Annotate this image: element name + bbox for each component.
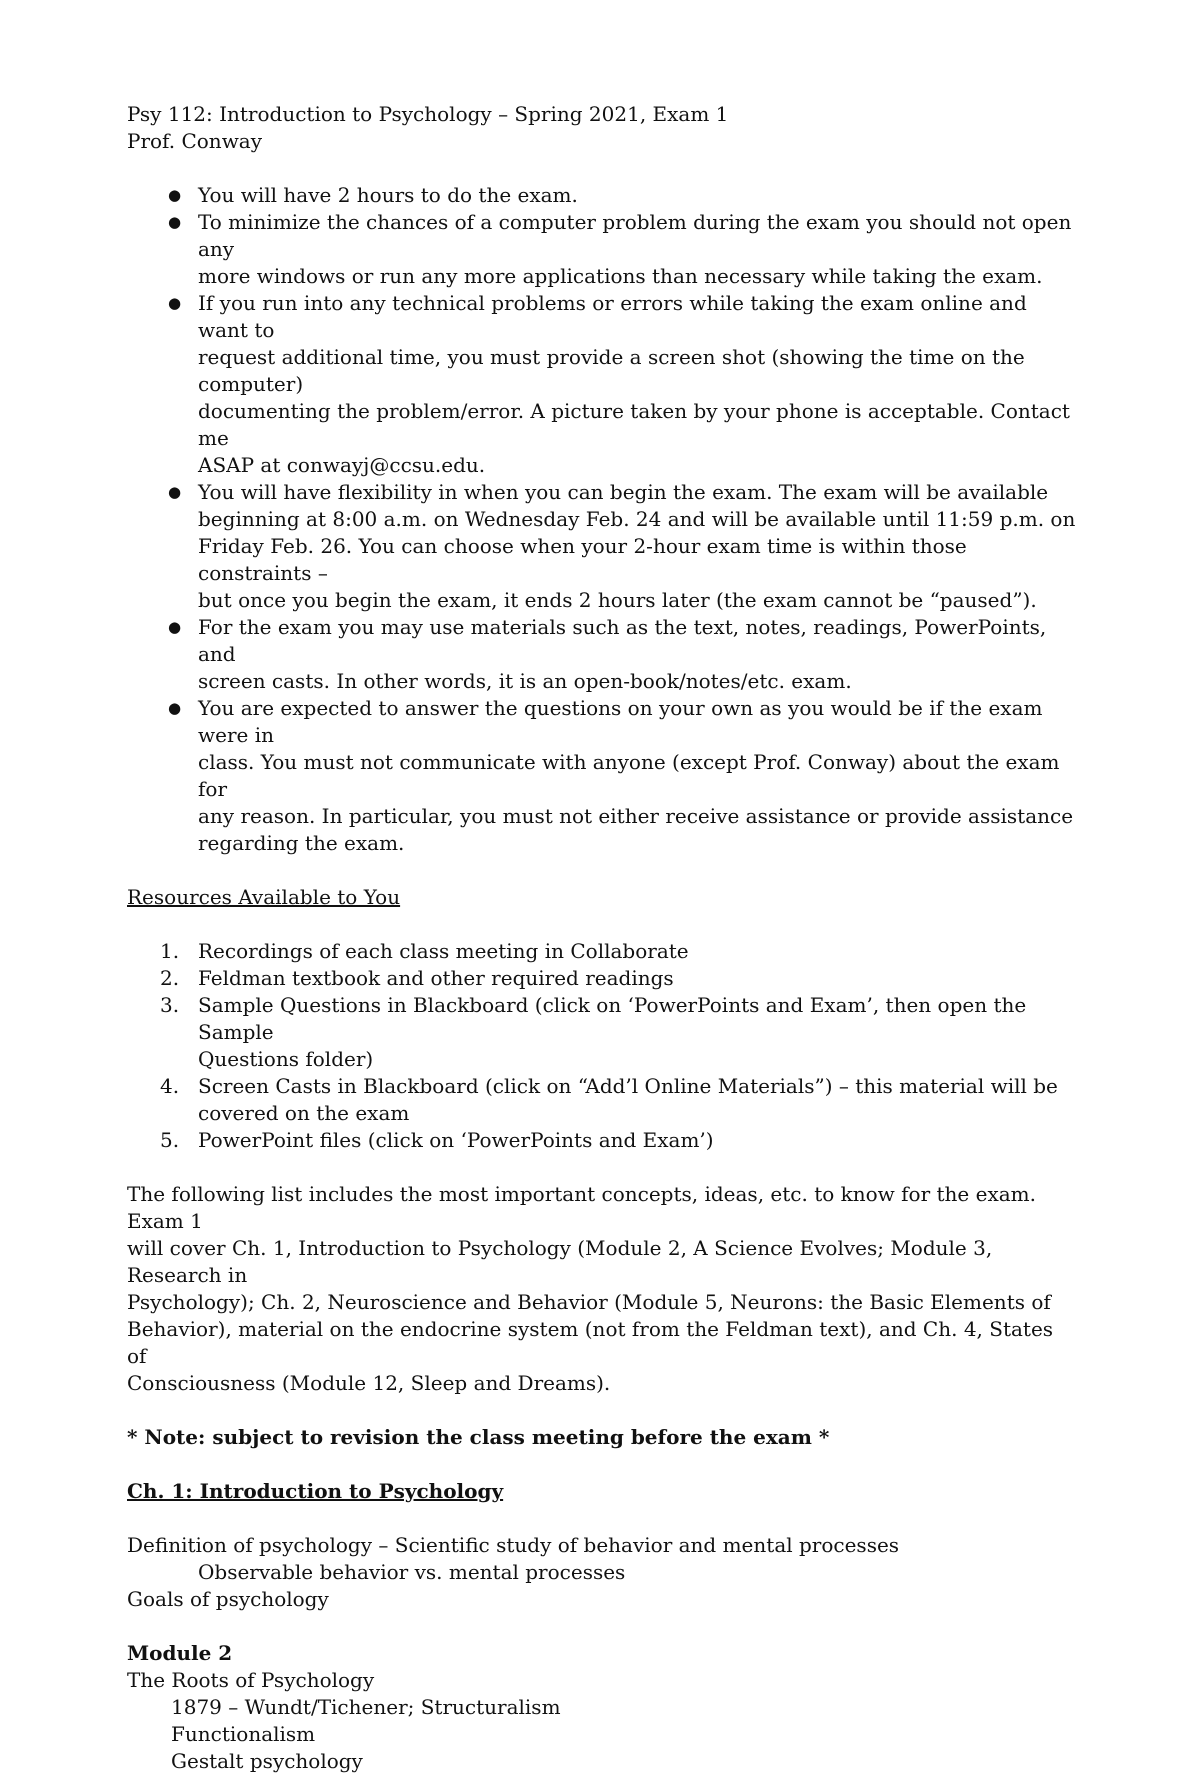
document-page	[127, 101, 1077, 1775]
list-number: 5.	[160, 1128, 180, 1152]
goals-line: Goals of psychology	[127, 1587, 329, 1611]
list-item: ● You will have 2 hours to do the exam.	[168, 183, 578, 207]
list-number: 3.	[160, 993, 180, 1017]
definition-line: Definition of psychology – Scientific study of behavior and mental processes	[127, 1533, 900, 1557]
list-item: ● You are expected to answer the questions on your own as you would be if the exam were in class. You must not communicate with anyone (except Prof. Conway) about the exam for any reason. In particular, you must not either receive assistance or provide assistance regarding the exam.	[168, 696, 1074, 855]
list-number: 4.	[160, 1074, 180, 1098]
list-number: 2.	[160, 966, 180, 990]
overview-paragraph: The following list includes the most important concepts, ideas, etc. to know for the exam. Exam 1 will cover Ch. 1, Introduction to Psychology (Module 2, A Science Evolves; Module 3, Research in Psychology); Ch. 2, Neuroscience and Behavior (Module 5, Neurons: the Basic Elements of Behavior), material on the endocrine system (not from the Feldman text), and Ch. 4, States of Consciousness (Module 12, Sleep and Dreams).	[127, 1182, 1054, 1395]
instructor-name: Prof. Conway	[127, 129, 263, 153]
list-number: 1.	[160, 939, 180, 963]
module-2-heading: Module 2	[127, 1641, 233, 1665]
bullet-icon: ●	[168, 186, 182, 204]
list-item: Gestalt psychology	[171, 1749, 363, 1773]
list-item: 3. Sample Questions in Blackboard (click on ‘PowerPoints and Exam’, then open the Sample Questions folder)	[160, 993, 1027, 1071]
resources-heading: Resources Available to You	[127, 885, 401, 909]
list-item: ● You will have flexibility in when you can begin the exam. The exam will be available beginning at 8:00 a.m. on Wednesday Feb. 24 and will be available until 11:59 p.m. on Friday Feb. 26. You can choose when your 2-hour exam time is within those constraints – but once you begin the exam, it ends 2 hours later (the exam cannot be “paused”).	[168, 480, 1076, 612]
definition-subline: Observable behavior vs. mental processes	[198, 1560, 626, 1584]
list-item: 2. Feldman textbook and other required readings	[160, 966, 674, 990]
list-item: 1. Recordings of each class meeting in Collaborate	[160, 939, 689, 963]
list-item: 1879 – Wundt/Tichener; Structuralism	[171, 1695, 561, 1719]
chapter-1-heading: Ch. 1: Introduction to Psychology	[127, 1479, 504, 1503]
roots-line: The Roots of Psychology	[127, 1668, 375, 1692]
list-item: ● For the exam you may use materials such as the text, notes, readings, PowerPoints, and screen casts. In other words, it is an open-book/notes/etc. exam.	[168, 615, 1047, 693]
bullet-icon: ●	[168, 483, 182, 501]
list-item: Functionalism	[171, 1722, 316, 1746]
exam-title: Psy 112: Introduction to Psychology – Spring 2021, Exam 1	[127, 102, 729, 126]
instructions-list	[127, 182, 1077, 857]
chapter-1-content	[127, 1532, 1077, 1613]
bullet-icon: ●	[168, 213, 182, 231]
module-2-content	[127, 1667, 1077, 1775]
resources-list	[127, 938, 1077, 1154]
list-item: 4. Screen Casts in Blackboard (click on “Add’l Online Materials”) – this material will be covered on the exam	[160, 1074, 1058, 1125]
bullet-icon: ●	[168, 699, 182, 717]
revision-note: * Note: subject to revision the class meeting before the exam *	[127, 1425, 830, 1449]
list-item: ● If you run into any technical problems or errors while taking the exam online and want to request additional time, you must provide a screen shot (showing the time on the computer) documenting the problem/error. A picture taken by your phone is acceptable. Contact me ASAP at conwayj@ccsu.edu.	[168, 291, 1070, 477]
bullet-icon: ●	[168, 618, 182, 636]
list-item: ● To minimize the chances of a computer problem during the exam you should not open any more windows or run any more applications than necessary while taking the exam.	[168, 210, 1072, 288]
bullet-icon: ●	[168, 294, 182, 312]
list-item: 5. PowerPoint files (click on ‘PowerPoints and Exam’)	[160, 1128, 714, 1152]
